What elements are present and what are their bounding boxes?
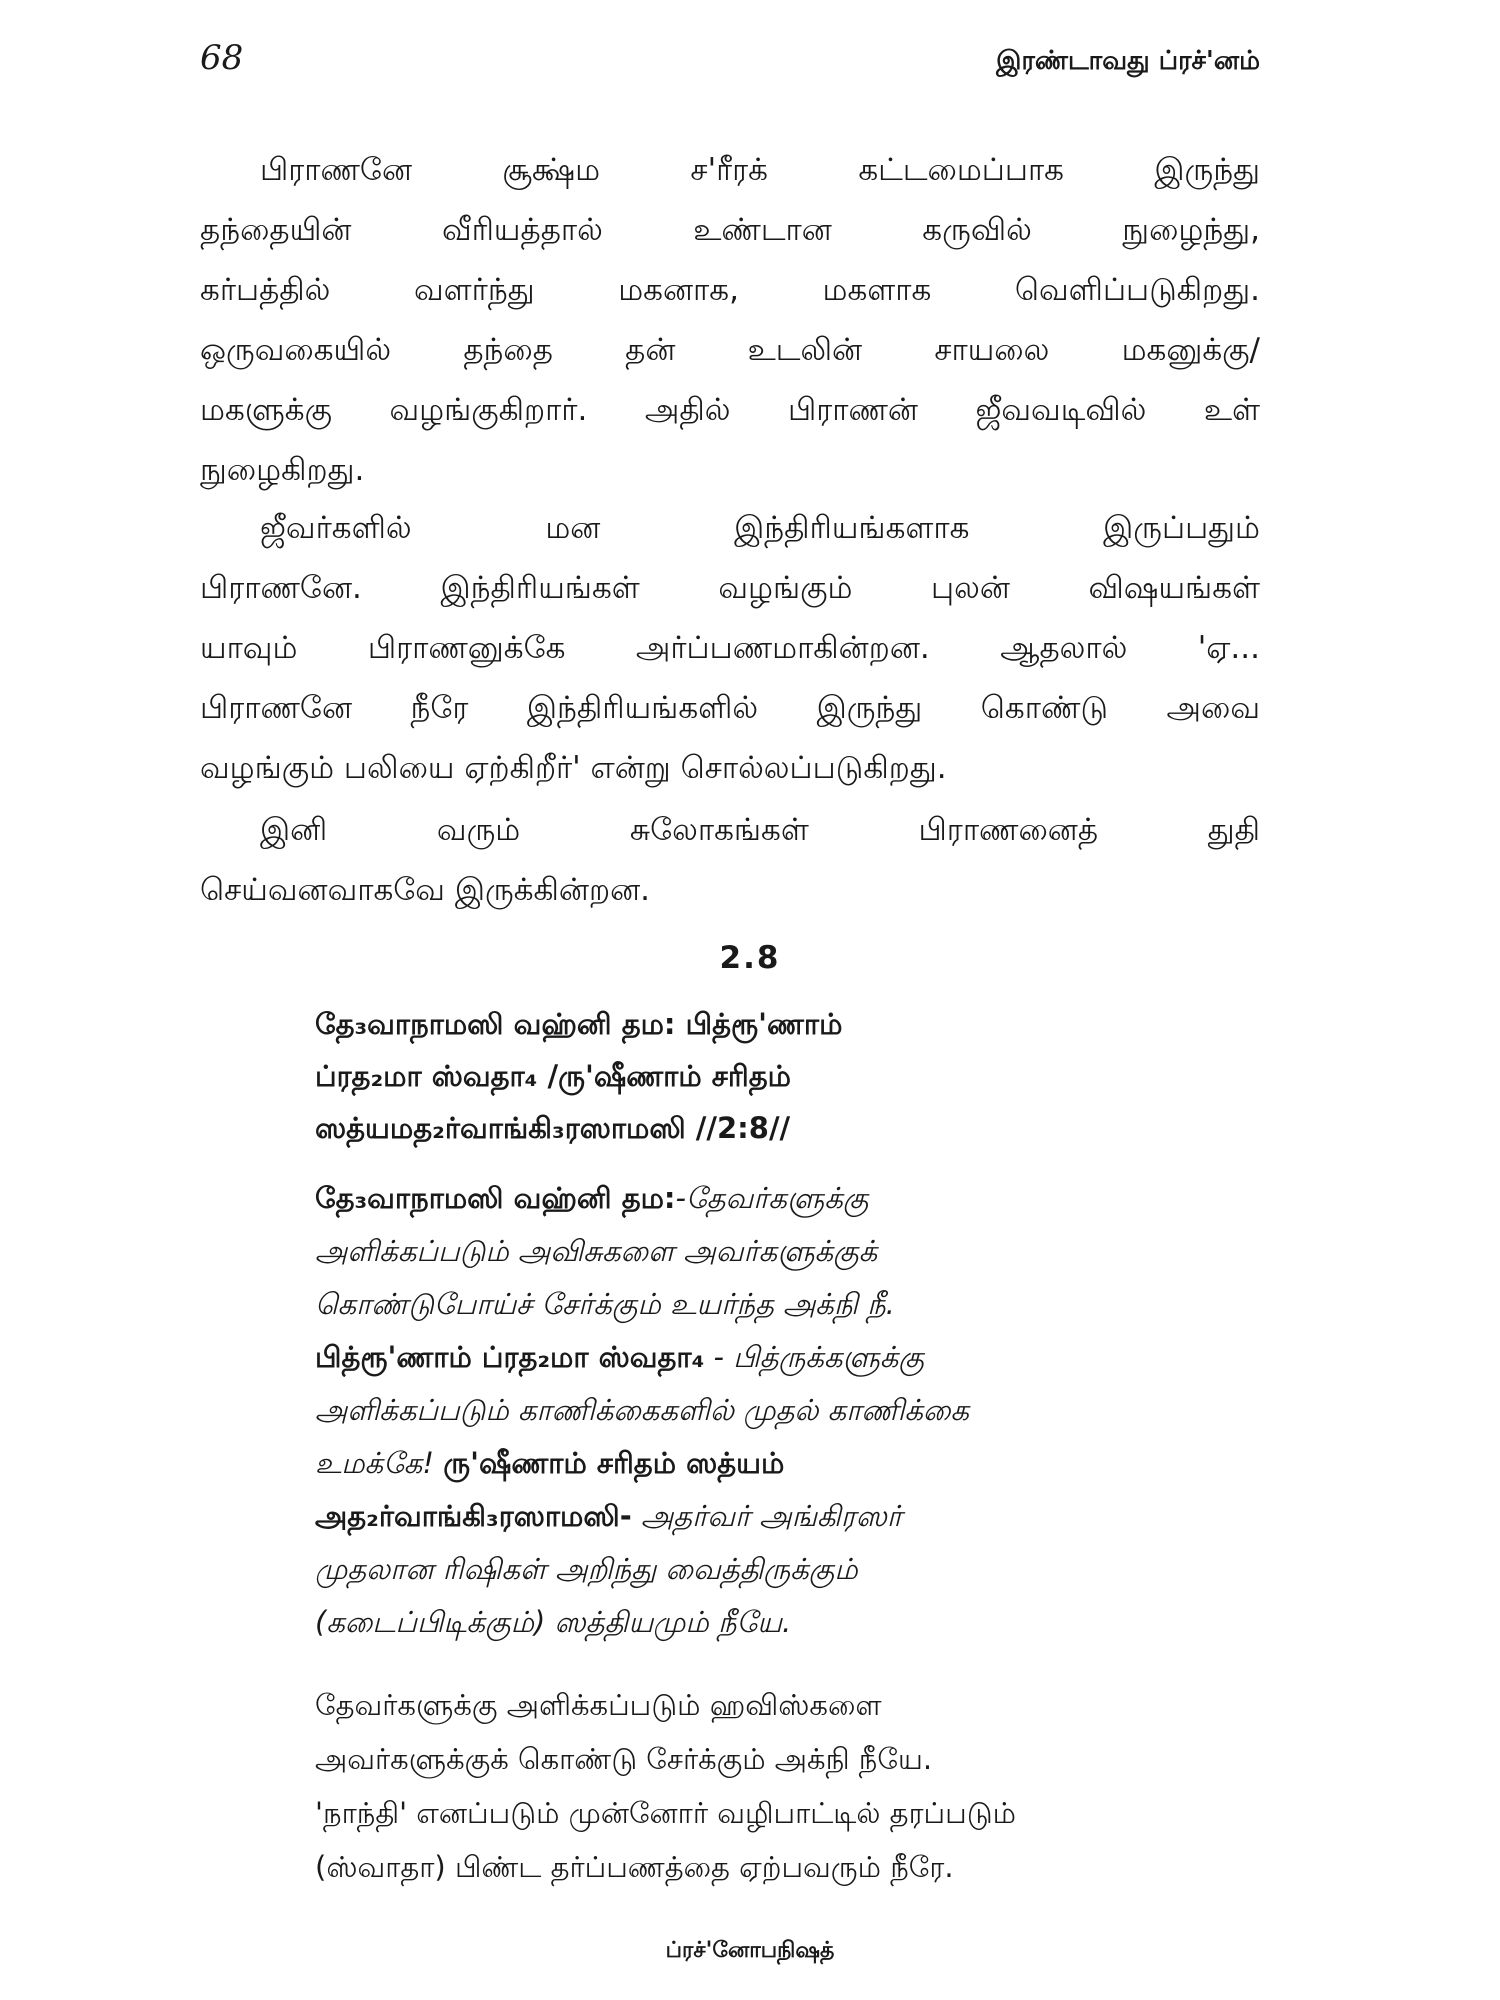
commentary-line xyxy=(315,1543,1215,1596)
translation-line: (ஸ்வாதா) பிண்ட தர்ப்பணத்தை ஏற்பவரும் நீரே. xyxy=(315,1850,954,1884)
text-line: பிராணனே. இந்திரியங்கள் வழங்கும் புலன் விஷயங்கள் xyxy=(200,570,1260,606)
commentary-gloss: உமக்கே! xyxy=(315,1446,444,1480)
word-commentary xyxy=(315,1172,1215,1649)
text-line: கர்பத்தில் வளர்ந்து மகனாக, மகளாக வெளிப்படுகிறது. xyxy=(200,272,1260,308)
commentary-line xyxy=(315,1331,1215,1384)
commentary-gloss: அதர்வர் அங்கிரஸர் xyxy=(631,1499,903,1533)
commentary-gloss: முதலான ரிஷிகள் அறிந்து வைத்திருக்கும் xyxy=(315,1552,858,1586)
text-line: மகளுக்கு வழங்குகிறார். அதில் பிராணன் ஜீவவடிவில் உள் xyxy=(200,392,1260,428)
paragraph-prana-body xyxy=(200,140,1260,500)
commentary-gloss: கொண்டுபோய்ச் சேர்க்கும் உயர்ந்த அக்நி நீ. xyxy=(315,1287,895,1321)
commentary-gloss: - பித்ருக்களுக்கு xyxy=(704,1340,925,1374)
paragraph-prana-senses xyxy=(200,498,1260,798)
paragraph-upcoming-verses xyxy=(200,800,1260,920)
text-line: பிராணனே சூக்ஷ்ம ச'ரீரக் கட்டமைப்பாக இருந்து xyxy=(260,152,1260,188)
text-line: தந்தையின் வீரியத்தால் உண்டான கருவில் நுழைந்து, xyxy=(200,212,1260,248)
footer-book-title: ப்ரச்'னோபநிஷத் xyxy=(665,1938,835,1963)
commentary-gloss: (கடைப்பிடிக்கும்) ஸத்தியமும் நீயே. xyxy=(315,1605,792,1639)
commentary-line xyxy=(315,1596,1215,1649)
commentary-term: தே₃வாநாமஸி வஹ்னி தம: xyxy=(315,1181,676,1215)
commentary-gloss: அளிக்கப்படும் அவிசுகளை அவர்களுக்குக் xyxy=(315,1234,878,1268)
text-line: நுழைகிறது. xyxy=(200,452,365,488)
translation-line: தேவர்களுக்கு அளிக்கப்படும் ஹவிஸ்களை xyxy=(315,1688,882,1722)
commentary-line xyxy=(315,1278,1215,1331)
text-line: யாவும் பிராணனுக்கே அர்ப்பணமாகின்றன. ஆதலால் 'ஏ... xyxy=(200,630,1260,666)
verse-line: தே₃வாநாமஸி வஹ்னி தம: பித்ரூ'ணாம் xyxy=(315,1007,843,1041)
verse-translation xyxy=(315,1678,1255,1894)
commentary-line xyxy=(315,1490,1215,1543)
text-line: இனி வரும் சுலோகங்கள் பிராணனைத் துதி xyxy=(260,812,1260,848)
commentary-gloss: அளிக்கப்படும் காணிக்கைகளில் முதல் காணிக்கை xyxy=(315,1393,970,1427)
running-head: இரண்டாவது ப்ரச்'னம் xyxy=(996,46,1260,76)
commentary-term: ரு'ஷீணாம் சரிதம் ஸத்யம் xyxy=(443,1446,785,1480)
sanskrit-verse xyxy=(315,998,1215,1154)
text-line: பிராணனே நீரே இந்திரியங்களில் இருந்து கொண்டு அவை xyxy=(200,690,1260,726)
commentary-gloss: -தேவர்களுக்கு xyxy=(675,1181,869,1215)
commentary-term: அத₂ர்வாங்கி₃ரஸாமஸி- xyxy=(315,1499,632,1533)
translation-line: 'நாந்தி' எனப்படும் முன்னோர் வழிபாட்டில் தரப்படும் xyxy=(315,1796,1016,1830)
text-line: வழங்கும் பலியை ஏற்கிறீர்' என்று சொல்லப்படுகிறது. xyxy=(200,750,947,786)
page-number: 68 xyxy=(200,38,244,78)
commentary-line xyxy=(315,1437,1215,1490)
text-line: செய்வனவாகவே இருக்கின்றன. xyxy=(200,872,651,908)
text-line: ஒருவகையில் தந்தை தன் உடலின் சாயலை மகனுக்கு/ xyxy=(200,332,1260,368)
commentary-line xyxy=(315,1172,1215,1225)
section-number: 2.8 xyxy=(719,940,781,976)
commentary-term: பித்ரூ'ணாம் ப்ரத₂மா ஸ்வதா₄ xyxy=(315,1340,705,1374)
commentary-line xyxy=(315,1384,1215,1437)
verse-line: ஸத்யமத₂ர்வாங்கி₃ரஸாமஸி //2:8// xyxy=(315,1111,791,1145)
verse-line: ப்ரத₂மா ஸ்வதா₄ /ரு'ஷீணாம் சரிதம் xyxy=(315,1059,791,1093)
commentary-line xyxy=(315,1225,1215,1278)
text-line: ஜீவர்களில் மன இந்திரியங்களாக இருப்பதும் xyxy=(260,510,1260,546)
translation-line: அவர்களுக்குக் கொண்டு சேர்க்கும் அக்நி நீயே. xyxy=(315,1742,933,1776)
